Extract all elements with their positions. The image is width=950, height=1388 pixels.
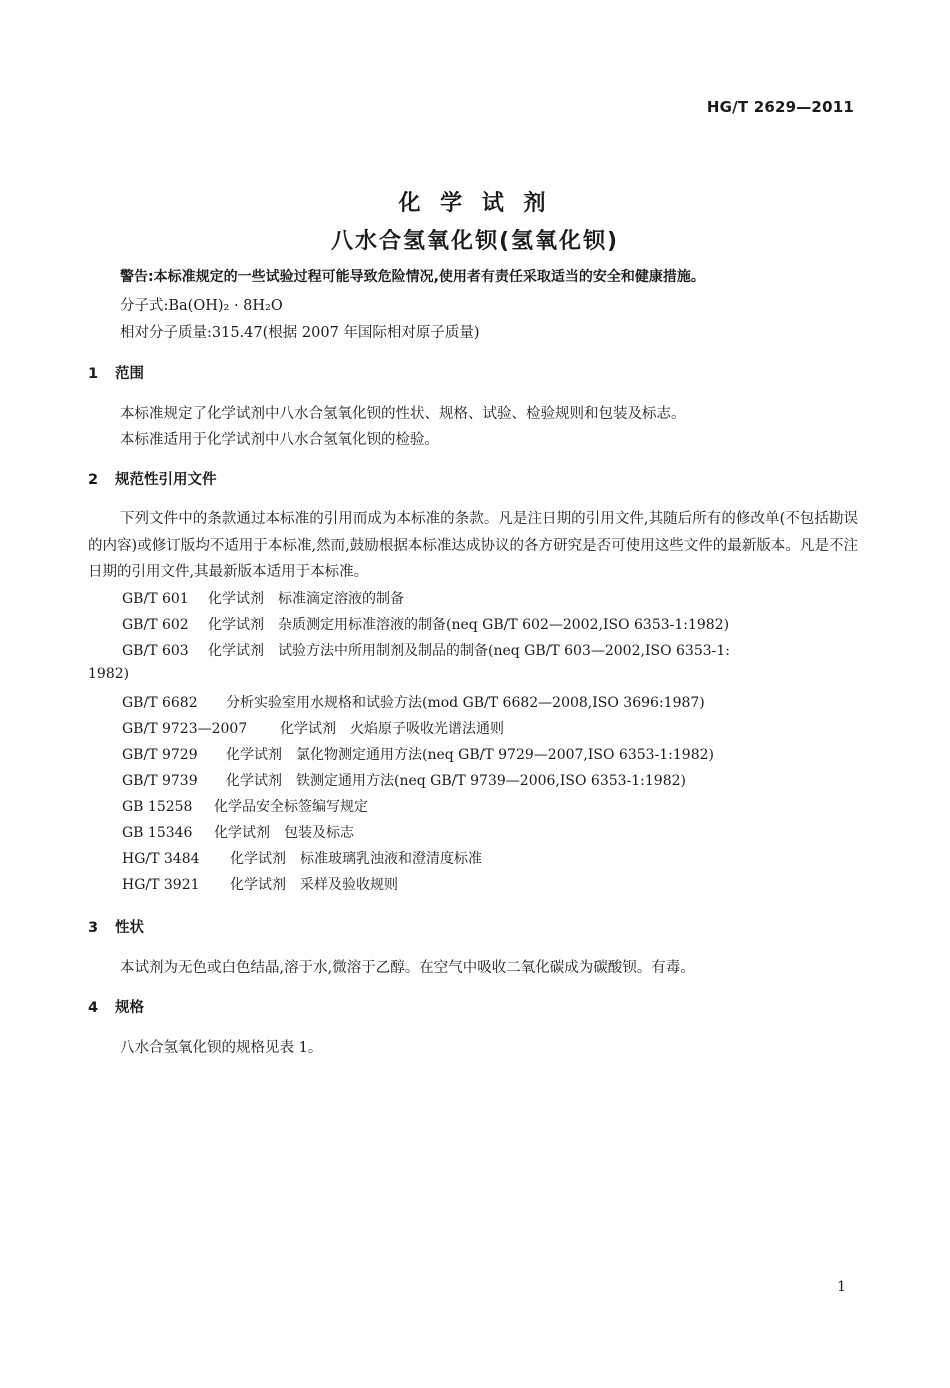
section-number: 3 [88,920,99,936]
reference-code: GB 15258 [122,799,193,815]
reference-code: HG/T 3921 [122,877,200,893]
reference-title: 化学试剂 试验方法中所用制剂及制品的制备(neq GB/T 603—2002,ISO 6353-1: [208,643,730,659]
reference-code: GB/T 601 [122,591,189,607]
reference-code: GB/T 9729 [122,747,198,763]
reference-title: 化学试剂 标准玻璃乳浊液和澄清度标准 [230,851,482,867]
section-title: 规格 [115,1000,144,1016]
molecular-formula: 分子式:Ba(OH)₂ · 8H₂O [120,298,283,314]
reference-title: 化学试剂 标准滴定溶液的制备 [208,591,404,607]
warning-text: 警告:本标准规定的一些试验过程可能导致危险情况,使用者有责任采取适当的安全和健康措施。 [120,269,705,285]
reference-title: 化学试剂 包装及标志 [214,825,354,841]
section-title: 性状 [115,920,144,936]
reference-item [122,718,504,738]
section-heading-2 [88,468,217,489]
reference-item [122,848,482,868]
reference-title: 化学试剂 杂质测定用标准溶液的制备(neq GB/T 602—2002,ISO 6353-1:1982) [208,617,730,633]
section-title: 规范性引用文件 [115,472,217,488]
reference-title: 化学试剂 铁测定通用方法(neq GB/T 9739—2006,ISO 6353-1:1982) [226,773,686,789]
reference-item [122,614,729,634]
reference-code: GB/T 6682 [122,695,198,711]
reference-title: 化学品安全标签编写规定 [214,799,368,815]
normative-intro-paragraph: 下列文件中的条款通过本标准的引用而成为本标准的条款。凡是注日期的引用文件,其随后所有的修改单(不包括勘误的内容)或修订版均不适用于本标准,然而,鼓励根据本标准达成协议的各方研究是否可使用这些文件的最新版本。凡是不注日期的引用文件,其最新版本适用于本标准。 [88,511,858,580]
section-heading-4 [88,996,144,1017]
reference-code: GB 15346 [122,825,193,841]
molar-mass: 相对分子质量:315.47(根据 2007 年国际相对原子质量) [120,325,480,341]
section-title: 范围 [115,366,144,382]
properties-paragraph: 本试剂为无色或白色结晶,溶于水,微溶于乙醇。在空气中吸收二氧化碳成为碳酸钡。有毒。 [120,960,695,976]
section-number: 4 [88,1000,99,1016]
reference-title: 化学试剂 火焰原子吸收光谱法通则 [280,721,504,737]
reference-item [122,588,404,608]
reference-code: GB/T 602 [122,617,189,633]
standard-code: HG/T 2629—2011 [706,98,854,116]
reference-continuation: 1982) [88,666,130,682]
section-heading-3 [88,916,144,937]
reference-item [122,744,714,764]
reference-item [122,796,368,816]
scope-paragraph-2: 本标准适用于化学试剂中八水合氢氧化钡的检验。 [120,432,439,448]
section-number: 2 [88,472,99,488]
reference-item [122,770,686,790]
reference-code: GB/T 9723—2007 [122,721,248,737]
scope-paragraph-1: 本标准规定了化学试剂中八水合氢氧化钡的性状、规格、试验、检验规则和包装及标志。 [120,406,686,422]
reference-code: GB/T 9739 [122,773,198,789]
section-heading-1 [88,362,144,383]
section-number: 1 [88,366,99,382]
page-number: 1 [837,1279,846,1295]
specs-paragraph: 八水合氢氧化钡的规格见表 1。 [120,1040,323,1056]
reference-item [122,692,705,712]
reference-item [122,822,354,842]
reference-title: 化学试剂 采样及验收规则 [230,877,398,893]
reference-code: GB/T 603 [122,643,189,659]
reference-title: 分析实验室用水规格和试验方法(mod GB/T 6682—2008,ISO 3696:1987) [226,695,705,711]
title-line-2: 八水合氢氧化钡(氢氧化钡) [330,229,620,254]
reference-title: 化学试剂 氯化物测定通用方法(neq GB/T 9729—2007,ISO 6353-1:1982) [226,747,714,763]
reference-item [122,640,730,660]
reference-code: HG/T 3484 [122,851,200,867]
title-line-1: 化 学 试 剂 [398,191,552,216]
reference-item [122,874,398,894]
